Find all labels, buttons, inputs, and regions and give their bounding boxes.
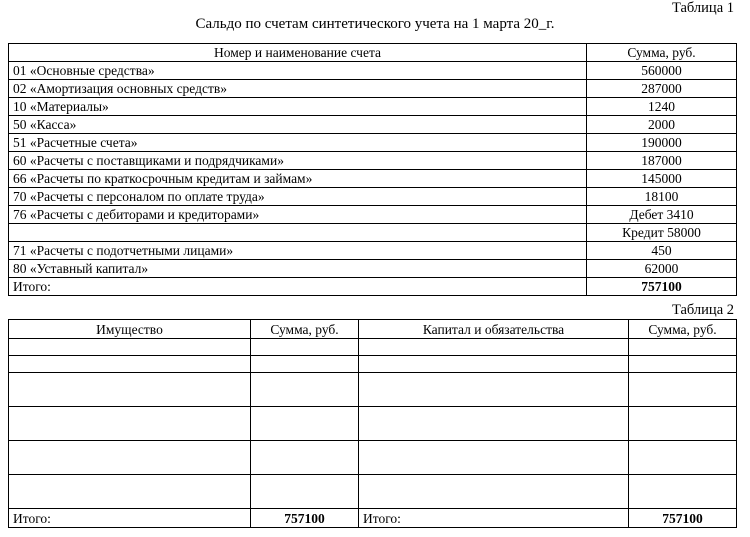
- table-row: [9, 260, 737, 278]
- header-liabilities: Капитал и обязательства: [359, 320, 629, 339]
- empty-row: [9, 356, 737, 373]
- table2-caption: Таблица 2: [671, 302, 734, 318]
- account-name: 50 «Касса»: [9, 116, 587, 134]
- account-amount: 450: [587, 242, 737, 260]
- header-assets-amount: Сумма, руб.: [251, 320, 359, 339]
- account-name: 10 «Материалы»: [9, 98, 587, 116]
- empty-cell[interactable]: [251, 475, 359, 509]
- empty-cell[interactable]: [359, 356, 629, 373]
- account-amount: 190000: [587, 134, 737, 152]
- empty-row: [9, 373, 737, 407]
- account-amount: 2000: [587, 116, 737, 134]
- table-row: [9, 224, 737, 242]
- account-amount: 145000: [587, 170, 737, 188]
- empty-cell[interactable]: [251, 441, 359, 475]
- table1-title: Сальдо по счетам синтетического учета на 1 марта 20_г.: [195, 16, 555, 32]
- header-amount: Сумма, руб.: [587, 44, 737, 62]
- table-row: [9, 62, 737, 80]
- empty-cell[interactable]: [629, 339, 737, 356]
- account-amount: 18100: [587, 188, 737, 206]
- total-label: Итого:: [9, 278, 587, 296]
- account-name: 66 «Расчеты по краткосрочным кредитам и займам»: [9, 170, 587, 188]
- total-value-left: 757100: [251, 509, 359, 528]
- empty-cell[interactable]: [251, 373, 359, 407]
- empty-cell[interactable]: [359, 441, 629, 475]
- account-name: 02 «Амортизация основных средств»: [9, 80, 587, 98]
- empty-cell[interactable]: [629, 475, 737, 509]
- empty-cell[interactable]: [9, 373, 251, 407]
- account-amount: 287000: [587, 80, 737, 98]
- empty-row: [9, 475, 737, 509]
- table-row: [9, 116, 737, 134]
- account-name: [9, 224, 587, 242]
- empty-cell[interactable]: [251, 356, 359, 373]
- account-name: 71 «Расчеты с подотчетными лицами»: [9, 242, 587, 260]
- empty-cell[interactable]: [359, 475, 629, 509]
- total-label-right: Итого:: [359, 509, 629, 528]
- table-row: [9, 206, 737, 224]
- empty-cell[interactable]: [9, 441, 251, 475]
- table1-total-row: [9, 278, 737, 296]
- table2-header-row: [9, 320, 737, 339]
- table-row: [9, 134, 737, 152]
- account-name: 60 «Расчеты с поставщиками и подрядчиками»: [9, 152, 587, 170]
- table-row: [9, 170, 737, 188]
- empty-cell[interactable]: [629, 441, 737, 475]
- empty-cell[interactable]: [9, 407, 251, 441]
- empty-cell[interactable]: [629, 373, 737, 407]
- empty-cell[interactable]: [9, 475, 251, 509]
- account-amount: Дебет 3410: [587, 206, 737, 224]
- table-row: [9, 80, 737, 98]
- account-name: 76 «Расчеты с дебиторами и кредиторами»: [9, 206, 587, 224]
- empty-row: [9, 407, 737, 441]
- empty-cell[interactable]: [629, 356, 737, 373]
- table1-caption: Таблица 1: [671, 0, 734, 16]
- account-name: 51 «Расчетные счета»: [9, 134, 587, 152]
- account-balance-table: [8, 43, 737, 296]
- balance-sheet-table: [8, 319, 737, 528]
- total-value: 757100: [587, 278, 737, 296]
- header-account: Номер и наименование счета: [9, 44, 587, 62]
- empty-row: [9, 441, 737, 475]
- empty-row: [9, 339, 737, 356]
- empty-cell[interactable]: [629, 407, 737, 441]
- empty-cell[interactable]: [359, 407, 629, 441]
- header-liabilities-amount: Сумма, руб.: [629, 320, 737, 339]
- account-amount: 187000: [587, 152, 737, 170]
- empty-cell[interactable]: [359, 373, 629, 407]
- account-name: 80 «Уставный капитал»: [9, 260, 587, 278]
- table-row: [9, 152, 737, 170]
- table1-header-row: [9, 44, 737, 62]
- account-amount: 62000: [587, 260, 737, 278]
- account-name: 70 «Расчеты с персоналом по оплате труда»: [9, 188, 587, 206]
- account-name: 01 «Основные средства»: [9, 62, 587, 80]
- table-row: [9, 188, 737, 206]
- table-row: [9, 98, 737, 116]
- account-amount: 560000: [587, 62, 737, 80]
- header-assets: Имущество: [9, 320, 251, 339]
- account-amount: Кредит 58000: [587, 224, 737, 242]
- empty-cell[interactable]: [9, 356, 251, 373]
- total-value-right: 757100: [629, 509, 737, 528]
- table2-total-row: [9, 509, 737, 528]
- empty-cell[interactable]: [251, 407, 359, 441]
- empty-cell[interactable]: [251, 339, 359, 356]
- empty-cell[interactable]: [9, 339, 251, 356]
- table-row: [9, 242, 737, 260]
- account-amount: 1240: [587, 98, 737, 116]
- empty-cell[interactable]: [359, 339, 629, 356]
- total-label-left: Итого:: [9, 509, 251, 528]
